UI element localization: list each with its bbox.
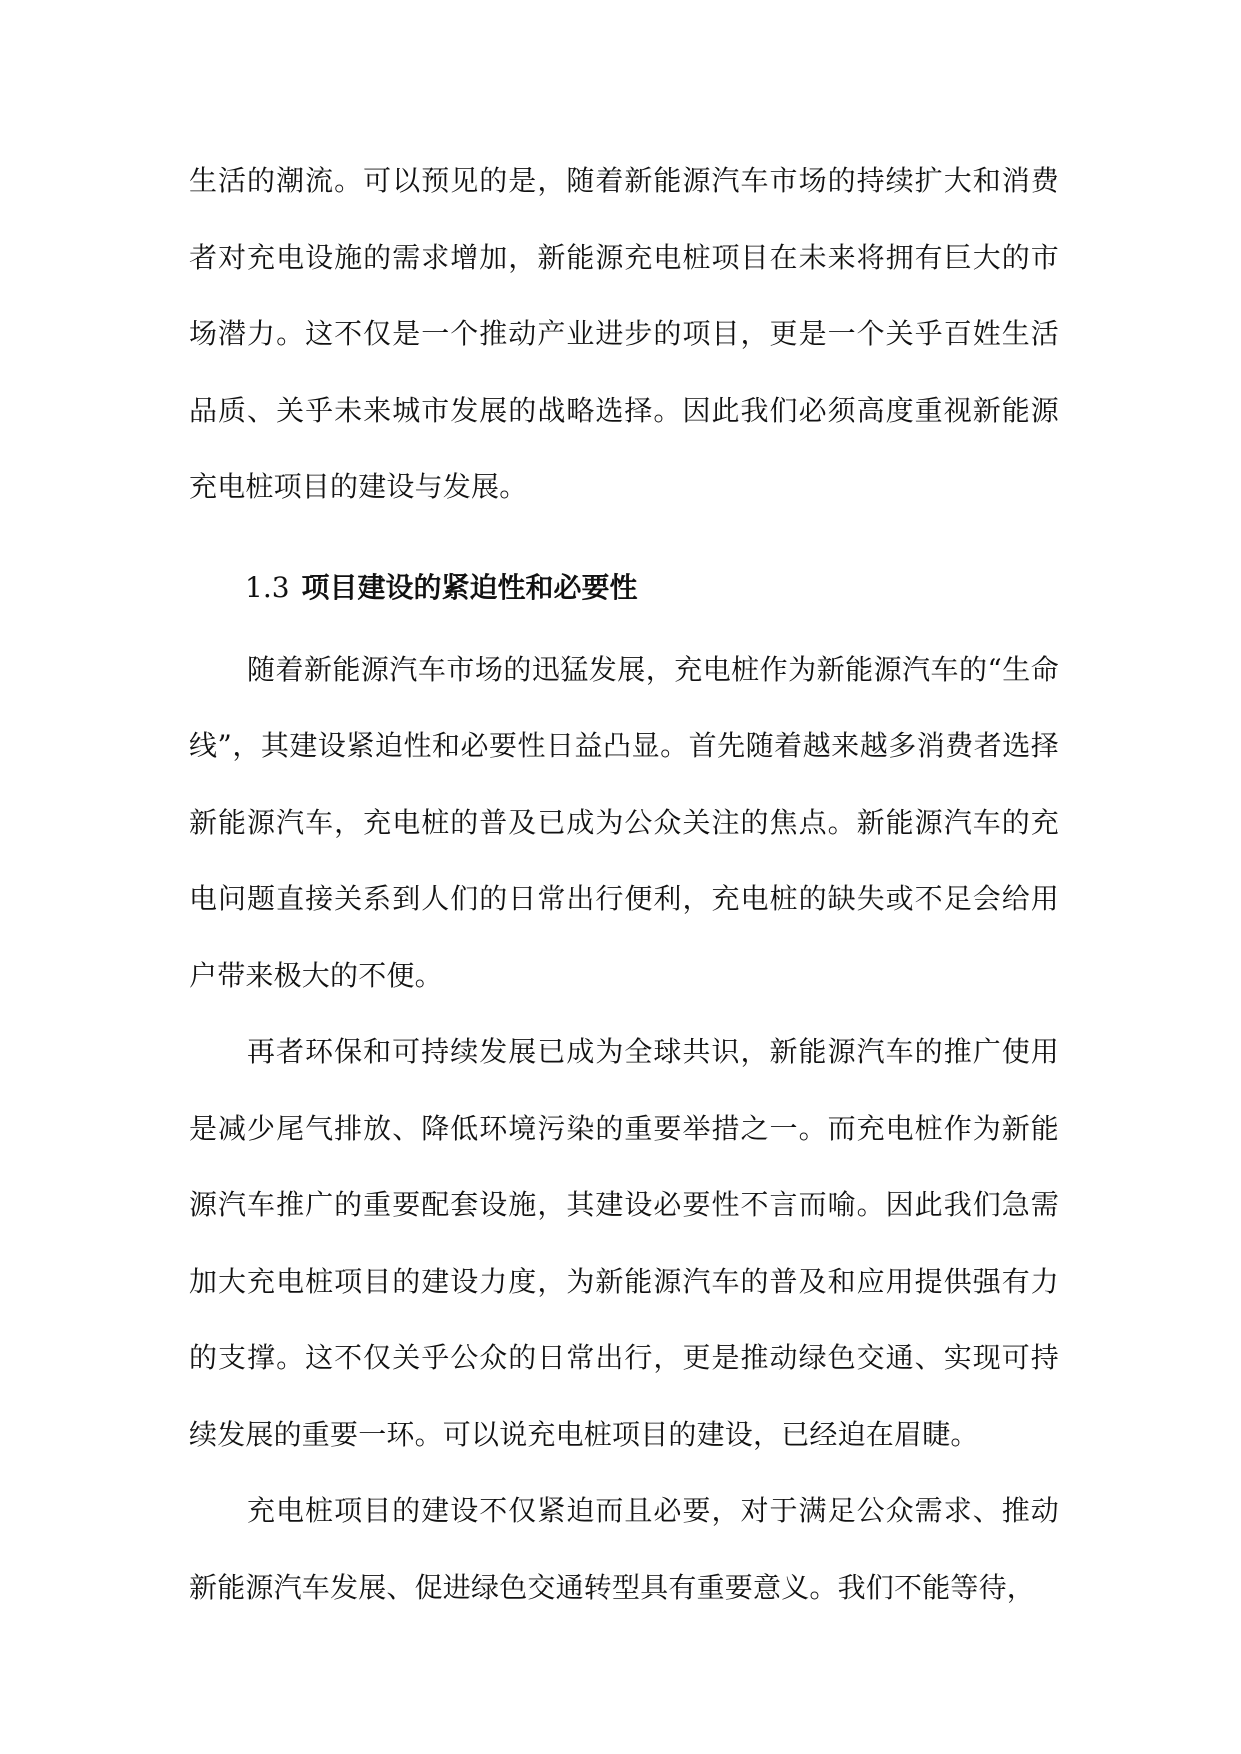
section-heading	[189, 550, 1059, 626]
body-paragraph-2: 再者环保和可持续发展已成为全球共识，新能源汽车的推广使用是减少尾气排放、降低环境污染的重要举措之一。而充电桩作为新能源汽车推广的重要配套设施，其建设必要性不言而喻。因此我们急需加大充电桩项目的建设力度，为新能源汽车的普及和应用提供强有力的支撑。这不仅关乎公众的日常出行，更是推动绿色交通、实现可持续发展的重要一环。可以说充电桩项目的建设，已经迫在眉睫。	[189, 1035, 1059, 1451]
page-content	[189, 143, 1059, 1626]
continued-paragraph: 生活的潮流。可以预见的是，随着新能源汽车市场的持续扩大和消费者对充电设施的需求增加，新能源充电桩项目在未来将拥有巨大的市场潜力。这不仅是一个推动产业进步的项目，更是一个关乎百姓生活品质、关乎未来城市发展的战略选择。因此我们必须高度重视新能源充电桩项目的建设与发展。	[189, 164, 1059, 503]
section-title: 项目建设的紧迫性和必要性	[301, 570, 638, 604]
body-paragraph-1: 随着新能源汽车市场的迅猛发展，充电桩作为新能源汽车的“生命线”，其建设紧迫性和必要性日益凸显。首先随着越来越多消费者选择新能源汽车，充电桩的普及已成为公众关注的焦点。新能源汽车的充电问题直接关系到人们的日常出行便利，充电桩的缺失或不足会给用户带来极大的不便。	[189, 652, 1059, 992]
body-paragraph-3: 充电桩项目的建设不仅紧迫而且必要，对于满足公众需求、推动新能源汽车发展、促进绿色交通转型具有重要意义。我们不能等待，	[189, 1494, 1059, 1604]
section-number: 1.3	[245, 570, 290, 604]
